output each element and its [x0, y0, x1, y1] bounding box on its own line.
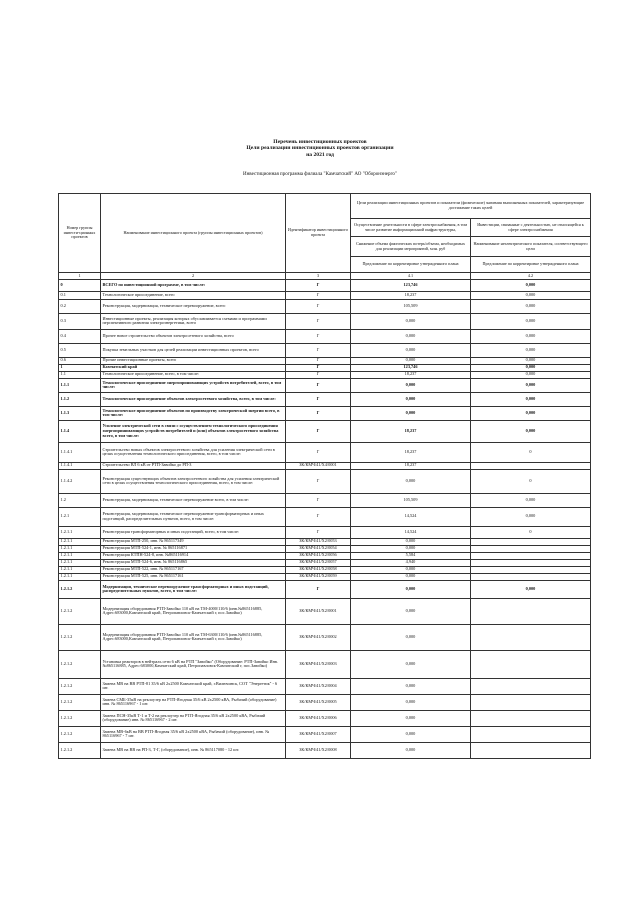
- row-number: 0.4: [59, 329, 101, 343]
- row-number: 1.2.1.2: [59, 726, 101, 742]
- row-value-other: 0,000: [471, 279, 591, 291]
- row-value-electricity: 0,000: [351, 406, 471, 420]
- table-row: [59, 329, 591, 343]
- row-value-other: [471, 678, 591, 694]
- row-number: 1.1.4.1: [59, 442, 101, 462]
- row-project-name: Реконструкция МТП-522, инв. № 865117167: [101, 566, 286, 573]
- row-project-id: ЗК/КМЧ/41/Х4/0001: [286, 462, 351, 469]
- row-project-name: Строительство ВЛ 6 кВ от РТП-Завойко до РП-3: [101, 462, 286, 469]
- row-project-name: Реконструкция, модернизация, техническое перевооружение всего, в том числе:: [101, 493, 286, 507]
- row-number: 1.2.1.1: [59, 559, 101, 566]
- header-group-number: Номер группы инвести-ционных проектов: [59, 194, 101, 273]
- row-project-name: Замена МВ на ВВ на РП-3, Т-Г, (оборудование), инв. № 865117080 - 12 шт.: [101, 742, 286, 758]
- row-value-electricity: 105,509: [351, 493, 471, 507]
- table-row: [59, 469, 591, 493]
- row-number: 1.2: [59, 493, 101, 507]
- row-project-id: Г: [286, 313, 351, 329]
- row-project-id: ЗК/КМЧ/41/Х2/0002: [286, 624, 351, 650]
- row-number: 1.2.1.2: [59, 598, 101, 624]
- row-number: 1.2.1.1: [59, 526, 101, 538]
- row-number: 1.2.1.2: [59, 694, 101, 710]
- row-number: 1.2.1.2: [59, 678, 101, 694]
- row-value-other: 0,000: [471, 371, 591, 378]
- header-non-electricity-investments: Инвестиции, связанные с деятельностью, не относящейся к сфере электроснабжения: [471, 219, 591, 237]
- row-value-electricity: 0,000: [351, 378, 471, 392]
- row-project-id: ЗК/КМЧ/41/Х2/0057: [286, 559, 351, 566]
- investment-projects-table: [58, 193, 591, 759]
- row-project-id: ЗК/КМЧ/41/Х2/0058: [286, 566, 351, 573]
- row-project-name: Замена МВ-6кВ на ВВ РТП-Ягодная 35/6 кВ 2х2500 кВА, Рыбачий (оборудование), инв. № 865116967 - 7 шт.: [101, 726, 286, 742]
- row-project-id: Г: [286, 469, 351, 493]
- program-name: Инвестиционная программа филиала "Камчатский" АО "Оборонэнерго": [243, 172, 397, 177]
- row-value-electricity: 0,000: [351, 545, 471, 552]
- row-project-id: Г: [286, 526, 351, 538]
- row-project-id: Г: [286, 580, 351, 598]
- row-number: 1.1.2: [59, 392, 101, 406]
- row-project-name: Модернизация оборудования РТП-Завойко 110 кВ на ТМ-6300/110/6 (инв.№865116885, Адрес:683000,Камчатский край, Петропавловск-Камчатский г, пос.Завойко): [101, 624, 286, 650]
- row-value-electricity: 14,524: [351, 507, 471, 526]
- row-value-other: [471, 650, 591, 678]
- row-value-other: [471, 545, 591, 552]
- row-project-name: Усиление электрической сети в связи с осуществлением технологического присоединения энергопринимающих устройств потребителей и (или) объектов электросетевого хозяйства всего, в том числе:: [101, 420, 286, 442]
- header-correction-proposal-b: Предложение по корректировке утвержденного плана: [471, 257, 591, 273]
- row-project-id: Г: [286, 378, 351, 392]
- row-number: 1.2.1.2: [59, 624, 101, 650]
- row-project-id: Г: [286, 371, 351, 378]
- table-row: [59, 493, 591, 507]
- row-value-other: 0: [471, 442, 591, 462]
- row-number: 1.2.1.2: [59, 650, 101, 678]
- table-row: [59, 573, 591, 580]
- row-value-electricity: 123,746: [351, 364, 471, 371]
- row-value-other: 0,000: [471, 406, 591, 420]
- row-project-name: Замена ПСН-35кВ Т-1 и Т-2 на реклоузер на РТП-Ягодная 35/6 кВ 2х2500 кВА, Рыбачий (оборудование) инв. № 865116967 - 2 шт.: [101, 710, 286, 726]
- row-value-electricity: 0,000: [351, 329, 471, 343]
- row-value-electricity: 0,000: [351, 742, 471, 758]
- table-row: [59, 364, 591, 371]
- header-loss-reduction: Снижение объема фактических потерь/объема, необходимых для реализации мероприятий, млн. руб: [351, 237, 471, 257]
- row-number: 1.2.1.1: [59, 545, 101, 552]
- row-value-electricity: 18,237: [351, 291, 471, 299]
- row-project-id: ЗК/КМЧ/41/Х2/0007: [286, 726, 351, 742]
- row-value-other: [471, 552, 591, 559]
- row-value-other: 0: [471, 469, 591, 493]
- table-row: [59, 291, 591, 299]
- row-project-id: Г: [286, 343, 351, 357]
- row-value-other: [471, 566, 591, 573]
- row-value-other: 0,000: [471, 364, 591, 371]
- row-number: 0.3: [59, 313, 101, 329]
- table-row: [59, 378, 591, 392]
- row-value-other: 0,000: [471, 420, 591, 442]
- table-row: [59, 650, 591, 678]
- row-number: 1.1: [59, 371, 101, 378]
- column-number-4-1: 4.1: [351, 273, 471, 280]
- row-number: 1.2.1.1: [59, 573, 101, 580]
- row-number: 1.1.4.2: [59, 469, 101, 493]
- row-project-id: Г: [286, 493, 351, 507]
- table-row: [59, 538, 591, 545]
- row-value-electricity: 0,000: [351, 343, 471, 357]
- row-value-other: 0,000: [471, 378, 591, 392]
- table-row: [59, 694, 591, 710]
- row-number: 1.2.1.1: [59, 538, 101, 545]
- row-project-name: Реконструкция МТП-524-6, инв. № 865116865: [101, 559, 286, 566]
- row-project-name: ВСЕГО по инвестиционной программе, в том числе:: [101, 279, 286, 291]
- row-value-electricity: 5,584: [351, 552, 471, 559]
- row-value-other: [471, 710, 591, 726]
- column-number-4-2: 4.2: [471, 273, 591, 280]
- row-project-name: Строительство новых объектов электросетевого хозяйства для усиления электрической сети в целях осуществления технологического присоединения, всего, в том числе:: [101, 442, 286, 462]
- row-value-electricity: 18,237: [351, 420, 471, 442]
- row-value-electricity: 0,000: [351, 357, 471, 364]
- table-row: [59, 566, 591, 573]
- document-subtitle-goals: Цели реализации инвестиционных проектов организации: [246, 145, 394, 151]
- row-project-id: ЗК/КМЧ/41/Х2/0059: [286, 573, 351, 580]
- table-row: [59, 420, 591, 442]
- table-row: [59, 313, 591, 329]
- row-value-electricity: 0,000: [351, 726, 471, 742]
- row-number: 1.1.4.1: [59, 462, 101, 469]
- header-project-name: Наименование инвестиционного проекта (группы инвестиционных проектов): [101, 194, 286, 273]
- row-number: 1.2.1.2: [59, 742, 101, 758]
- table-row: [59, 343, 591, 357]
- row-project-id: Г: [286, 392, 351, 406]
- header-electricity-activity: Осуществление деятельности в сфере электроснабжения, в том числе развитие информационной инфраструктуры,: [351, 219, 471, 237]
- row-value-electricity: 18,237: [351, 371, 471, 378]
- row-value-other: [471, 598, 591, 624]
- row-project-id: Г: [286, 507, 351, 526]
- row-project-id: Г: [286, 291, 351, 299]
- row-number: 0.2: [59, 299, 101, 313]
- table-row: [59, 392, 591, 406]
- row-project-name: Модернизация оборудования РТП-Завойко 110 кВ на ТМ-4000/110/6 (инв.№865116885, Адрес:683000,Камчатский край, Петропавловск-Камчатский г, пос.Завойко): [101, 598, 286, 624]
- row-value-other: 0,000: [471, 329, 591, 343]
- row-value-other: [471, 726, 591, 742]
- row-project-name: Замена МВ на ВВ РТП-81 35/6 кВ 2х2500 Камчатский край, г.Вилючинск, СОТ "Энергетик" - 6 шт.: [101, 678, 286, 694]
- row-value-other: 0,000: [471, 580, 591, 598]
- header-correction-proposal-a: Предложение по корректировке утвержденного плана: [351, 257, 471, 273]
- row-number: 0.6: [59, 357, 101, 364]
- row-project-id: Г: [286, 279, 351, 291]
- row-project-name: Реконструкция МТП-525, инв. № 865117161: [101, 573, 286, 580]
- row-value-electricity: 0,000: [351, 566, 471, 573]
- row-project-name: Инвестиционные проекты, реализация которых обуславливается схемами и программами перспективного развития электроэнергетики, всего: [101, 313, 286, 329]
- column-number-2: 2: [101, 273, 286, 280]
- row-value-other: 0: [471, 526, 591, 538]
- row-number: 1.2.1.1: [59, 566, 101, 573]
- row-number: 1: [59, 364, 101, 371]
- row-number: 1.2.1: [59, 507, 101, 526]
- row-value-electricity: 0,000: [351, 580, 471, 598]
- row-number: 1.2.1.1: [59, 552, 101, 559]
- column-number-1: 1: [59, 273, 101, 280]
- row-value-other: 0,000: [471, 493, 591, 507]
- row-project-name: Реконструкция, модернизация, техническое перевооружение, всего: [101, 299, 286, 313]
- table-row: [59, 580, 591, 598]
- row-project-id: Г: [286, 329, 351, 343]
- row-project-name: Покупка земельных участков для целей реализации инвестиционных проектов, всего: [101, 343, 286, 357]
- row-value-other: 0,000: [471, 343, 591, 357]
- row-value-electricity: 105,509: [351, 299, 471, 313]
- row-value-other: [471, 573, 591, 580]
- row-value-electricity: 0,000: [351, 598, 471, 624]
- row-value-electricity: 0,000: [351, 573, 471, 580]
- table-row: [59, 545, 591, 552]
- header-goals: Цели реализации инвестиционных проектов и показатели (физические) значения выполненных показателей, характеризующие достижение таких целей: [351, 194, 591, 219]
- row-value-other: 0,000: [471, 507, 591, 526]
- row-value-electricity: 0,000: [351, 650, 471, 678]
- row-value-other: [471, 742, 591, 758]
- row-value-electricity: 0,000: [351, 469, 471, 493]
- row-value-other: 0,000: [471, 313, 591, 329]
- table-row: [59, 406, 591, 420]
- row-number: 0: [59, 279, 101, 291]
- row-project-name: Реконструкция МТП-524-1, инв. № 865116871: [101, 545, 286, 552]
- row-value-electricity: 0,000: [351, 538, 471, 545]
- row-project-id: ЗК/КМЧ/41/Х2/0006: [286, 710, 351, 726]
- row-project-id: Г: [286, 364, 351, 371]
- document-title: Перечень инвестиционных проектов: [273, 139, 367, 145]
- row-project-name: Технологическое присоединение энергопринимающих устройств потребителей, всего, в том числе:: [101, 378, 286, 392]
- row-value-electricity: 0,000: [351, 694, 471, 710]
- row-project-name: Прочие инвестиционные проекты, всего: [101, 357, 286, 364]
- row-value-other: 0,000: [471, 291, 591, 299]
- row-value-other: [471, 462, 591, 469]
- row-value-electricity: 18,237: [351, 442, 471, 462]
- row-project-id: Г: [286, 406, 351, 420]
- row-project-id: ЗК/КМЧ/41/Х2/0053: [286, 538, 351, 545]
- row-project-id: ЗК/КМЧ/41/Х2/0054: [286, 545, 351, 552]
- table-row: [59, 371, 591, 378]
- row-project-id: ЗК/КМЧ/41/Х2/0005: [286, 694, 351, 710]
- table-row: [59, 678, 591, 694]
- column-number-3: 3: [286, 273, 351, 280]
- table-row: [59, 710, 591, 726]
- row-value-electricity: 18,237: [351, 462, 471, 469]
- row-project-name: Камчатский край: [101, 364, 286, 371]
- row-project-name: Реконструкция трансформаторных и иных подстанций, всего, в том числе:: [101, 526, 286, 538]
- table-row: [59, 742, 591, 758]
- row-project-id: Г: [286, 420, 351, 442]
- row-value-other: 0,000: [471, 357, 591, 364]
- row-project-id: ЗК/КМЧ/41/Х2/0056: [286, 552, 351, 559]
- row-value-other: 0,000: [471, 392, 591, 406]
- document-year: на 2021 год: [306, 152, 334, 158]
- row-project-id: ЗК/КМЧ/41/Х2/0004: [286, 678, 351, 694]
- row-project-id: ЗК/КМЧ/41/Х2/0001: [286, 598, 351, 624]
- table-row: [59, 507, 591, 526]
- row-project-id: Г: [286, 299, 351, 313]
- row-number: 0.5: [59, 343, 101, 357]
- row-project-name: Технологическое присоединение, всего, в том числе:: [101, 371, 286, 378]
- row-project-name: Реконструкция МТП-250, инв. № 865117349: [101, 538, 286, 545]
- row-project-name: Технологическое присоединение объектов электросетевого хозяйства, всего, в том числе:: [101, 392, 286, 406]
- row-project-name: Реконструкция существующих объектов электросетевого хозяйства для усиления электрической сети в целях осуществления технологического присоединения, всего, в том числе:: [101, 469, 286, 493]
- row-value-other: [471, 538, 591, 545]
- row-project-id: ЗК/КМЧ/41/Х2/0008: [286, 742, 351, 758]
- row-value-electricity: 0,000: [351, 710, 471, 726]
- row-number: 1.1.3: [59, 406, 101, 420]
- table-row: [59, 279, 591, 291]
- row-project-name: Технологическое присоединение, всего: [101, 291, 286, 299]
- table-row: [59, 726, 591, 742]
- header-non-electric-indicator: Наименование неэлектрического показателя, соответствующего цели: [471, 237, 591, 257]
- row-project-id: Г: [286, 442, 351, 462]
- row-number: 0.1: [59, 291, 101, 299]
- row-number: 1.1.4: [59, 420, 101, 442]
- row-project-name: Прочее новое строительство объектов электросетевого хозяйства, всего: [101, 329, 286, 343]
- row-value-electricity: 14,524: [351, 526, 471, 538]
- row-value-electricity: 0,000: [351, 392, 471, 406]
- row-project-name: Замена СМБ-35кВ на реклоузер на РТП-Ягодная 35/6 кВ 2х2500 кВА, Рыбачий (оборудование) инв. № 865116967 - 1 шт.: [101, 694, 286, 710]
- table-row: [59, 299, 591, 313]
- table-row: [59, 598, 591, 624]
- table-row: [59, 357, 591, 364]
- table-row: [59, 526, 591, 538]
- row-project-name: Модернизация, техническое перевооружение трансформаторных и иных подстанций, распределительных пунктов, всего, в том числе:: [101, 580, 286, 598]
- row-value-electricity: 0,000: [351, 678, 471, 694]
- table-row: [59, 462, 591, 469]
- row-number: 1.1.1: [59, 378, 101, 392]
- row-value-other: [471, 559, 591, 566]
- row-project-name: Установка реакторов в нейтраль сети 6 кВ на РТП "Завойко" (Оборудование: РТП-Завойко Инв.№865116885, Адрес:683000,Камчатский край, Петропавловск-Камчатский г, пос.Завойко): [101, 650, 286, 678]
- table-row: [59, 552, 591, 559]
- row-project-name: Технологическое присоединение объектов по производству электрической энергии всего, в том числе:: [101, 406, 286, 420]
- row-value-other: [471, 694, 591, 710]
- row-project-id: ЗК/КМЧ/41/Х2/0003: [286, 650, 351, 678]
- row-number: 1.2.1.2: [59, 710, 101, 726]
- row-value-electricity: 0,000: [351, 313, 471, 329]
- row-number: 1.2.1.2: [59, 580, 101, 598]
- row-project-id: Г: [286, 357, 351, 364]
- row-value-electricity: 4,940: [351, 559, 471, 566]
- table-row: [59, 442, 591, 462]
- table-row: [59, 559, 591, 566]
- row-project-name: Реконструкция, модернизация, техническое перевооружение трансформаторных и иных подстанций, распределительных пунктов, всего, в том числе:: [101, 507, 286, 526]
- row-value-electricity: 123,746: [351, 279, 471, 291]
- table-row: [59, 624, 591, 650]
- header-project-id: Идентификатор инвестиционного проекта: [286, 194, 351, 273]
- row-value-electricity: 0,000: [351, 624, 471, 650]
- row-value-other: [471, 624, 591, 650]
- row-project-name: Реконструкция КТПН-524-8, инв. №865116914: [101, 552, 286, 559]
- row-value-other: 0,000: [471, 299, 591, 313]
